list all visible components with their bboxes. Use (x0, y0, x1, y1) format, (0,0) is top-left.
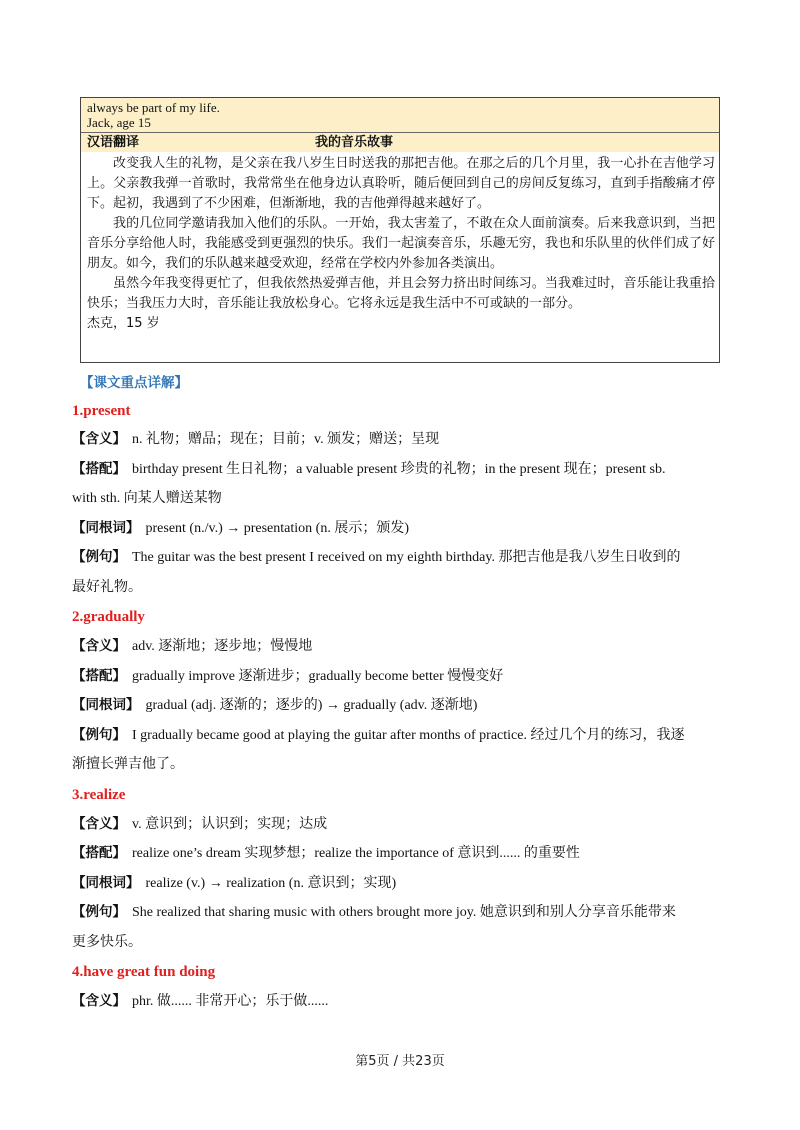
translation-paragraph: 我的几位同学邀请我加入他们的乐队。一开始，我太害羞了，不敢在众人面前演奏。后来我意识到，当把音乐分享给他人时，我能感受到更强烈的快乐。我们一起演奏音乐，乐趣无穷，我也和乐队里的伙伴们成了好朋友。如今，我们的乐队越来越受欢迎，经常在学校内外参加各类演出。 (87, 216, 715, 271)
root-word-tag: 【同根词】 (72, 697, 140, 713)
root-word-text: realize (v.) → realization (n. 意识到；实现) (145, 876, 397, 891)
section-title: 【课文重点详解】 (80, 375, 188, 391)
meaning-tag: 【含义】 (72, 638, 126, 654)
root-word-text: present (n./v.) → presentation (n. 展示；颁发) (145, 521, 409, 536)
collocation-text: realize one’s dream 实现梦想；realize the importance of 意识到...... 的重要性 (132, 846, 580, 861)
example-line (72, 898, 732, 928)
collocation-line (72, 662, 732, 692)
translation-body (87, 154, 715, 334)
collocation-text: gradually improve 逐渐进步；gradually become better 慢慢变好 (132, 669, 504, 684)
meaning-text: v. 意识到；认识到；实现；达成 (132, 817, 328, 832)
root-word-line (72, 691, 732, 721)
page-footer: 第5页 / 共23页 (355, 1054, 445, 1069)
example-tag: 【例句】 (72, 549, 126, 565)
collocation-line (72, 839, 732, 869)
vocab-heading: 2.gradually (72, 609, 145, 625)
meaning-tag: 【含义】 (72, 431, 126, 447)
meaning-text: adv. 逐渐地；逐步地；慢慢地 (132, 639, 313, 654)
root-word-line (72, 514, 732, 544)
example-tag: 【例句】 (72, 727, 126, 743)
root-word-text: gradual (adj. 逐渐的；逐步的) → gradually (adv. 逐渐地) (145, 698, 478, 713)
translation-paragraph: 虽然今年我变得更忙了，但我依然热爱弹吉他，并且会努力挤出时间练习。当我难过时，音乐能让我重拾快乐；当我压力大时，音乐能让我放松身心。它将永远是我生活中不可或缺的一部分。 (87, 276, 715, 311)
vocab-heading: 1.present (72, 403, 131, 419)
root-word-tag: 【同根词】 (72, 875, 140, 891)
example-text: I gradually became good at playing the guitar after months of practice. 经过几个月的练习，我逐 (132, 728, 685, 743)
collocation-continued: with sth. 向某人赠送某物 (72, 491, 222, 506)
translation-signature: 杰克，15 岁 (87, 316, 160, 331)
example-text: The guitar was the best present I received on my eighth birthday. 那把吉他是我八岁生日收到的 (132, 550, 681, 565)
vocab-heading: 3.realize (72, 787, 126, 803)
collocation-tag: 【搭配】 (72, 845, 126, 861)
heading-title: 我的音乐故事 (315, 135, 394, 150)
translation-paragraph: 改变我人生的礼物，是父亲在我八岁生日时送我的那把吉他。在那之后的几个月里，我一心扑在吉他学习上。父亲教我弹一首歌时，我常常坐在他身边认真聆听，随后便回到自己的房间反复练习，直到手指酸痛才停下。起初，我遇到了不少困难，但渐渐地，我的吉他弹得越来越好了。 (87, 156, 715, 211)
meaning-text: phr. 做...... 非常开心；乐于做...... (132, 994, 329, 1009)
meaning-line (72, 987, 732, 1017)
collocation-tag: 【搭配】 (72, 668, 126, 684)
root-word-tag: 【同根词】 (72, 520, 140, 536)
meaning-tag: 【含义】 (72, 993, 126, 1009)
translation-box (80, 97, 720, 363)
example-text: She realized that sharing music with others brought more joy. 她意识到和别人分享音乐能带来 (132, 905, 676, 920)
example-line (72, 543, 732, 573)
example-tag: 【例句】 (72, 904, 126, 920)
meaning-line (72, 632, 732, 662)
example-continued: 最好礼物。 (72, 580, 142, 595)
english-signature: Jack, age 15 (87, 115, 151, 130)
meaning-line (72, 810, 732, 840)
meaning-line (72, 425, 732, 455)
meaning-text: n. 礼物；赠品；现在；目前；v. 颁发；赠送；呈现 (132, 432, 440, 447)
example-continued: 渐擅长弹吉他了。 (72, 757, 184, 772)
english-text-tail (81, 98, 719, 132)
english-line: always be part of my life. (87, 100, 220, 115)
collocation-tag: 【搭配】 (72, 461, 126, 477)
translation-heading (81, 133, 719, 152)
meaning-tag: 【含义】 (72, 816, 126, 832)
root-word-line (72, 869, 732, 899)
collocation-line (72, 455, 732, 485)
vocab-heading: 4.have great fun doing (72, 964, 216, 980)
example-line (72, 721, 732, 751)
collocation-text: birthday present 生日礼物；a valuable present 珍贵的礼物；in the present 现在；present sb. (132, 462, 666, 477)
heading-label: 汉语翻译 (87, 135, 140, 150)
example-continued: 更多快乐。 (72, 935, 142, 950)
